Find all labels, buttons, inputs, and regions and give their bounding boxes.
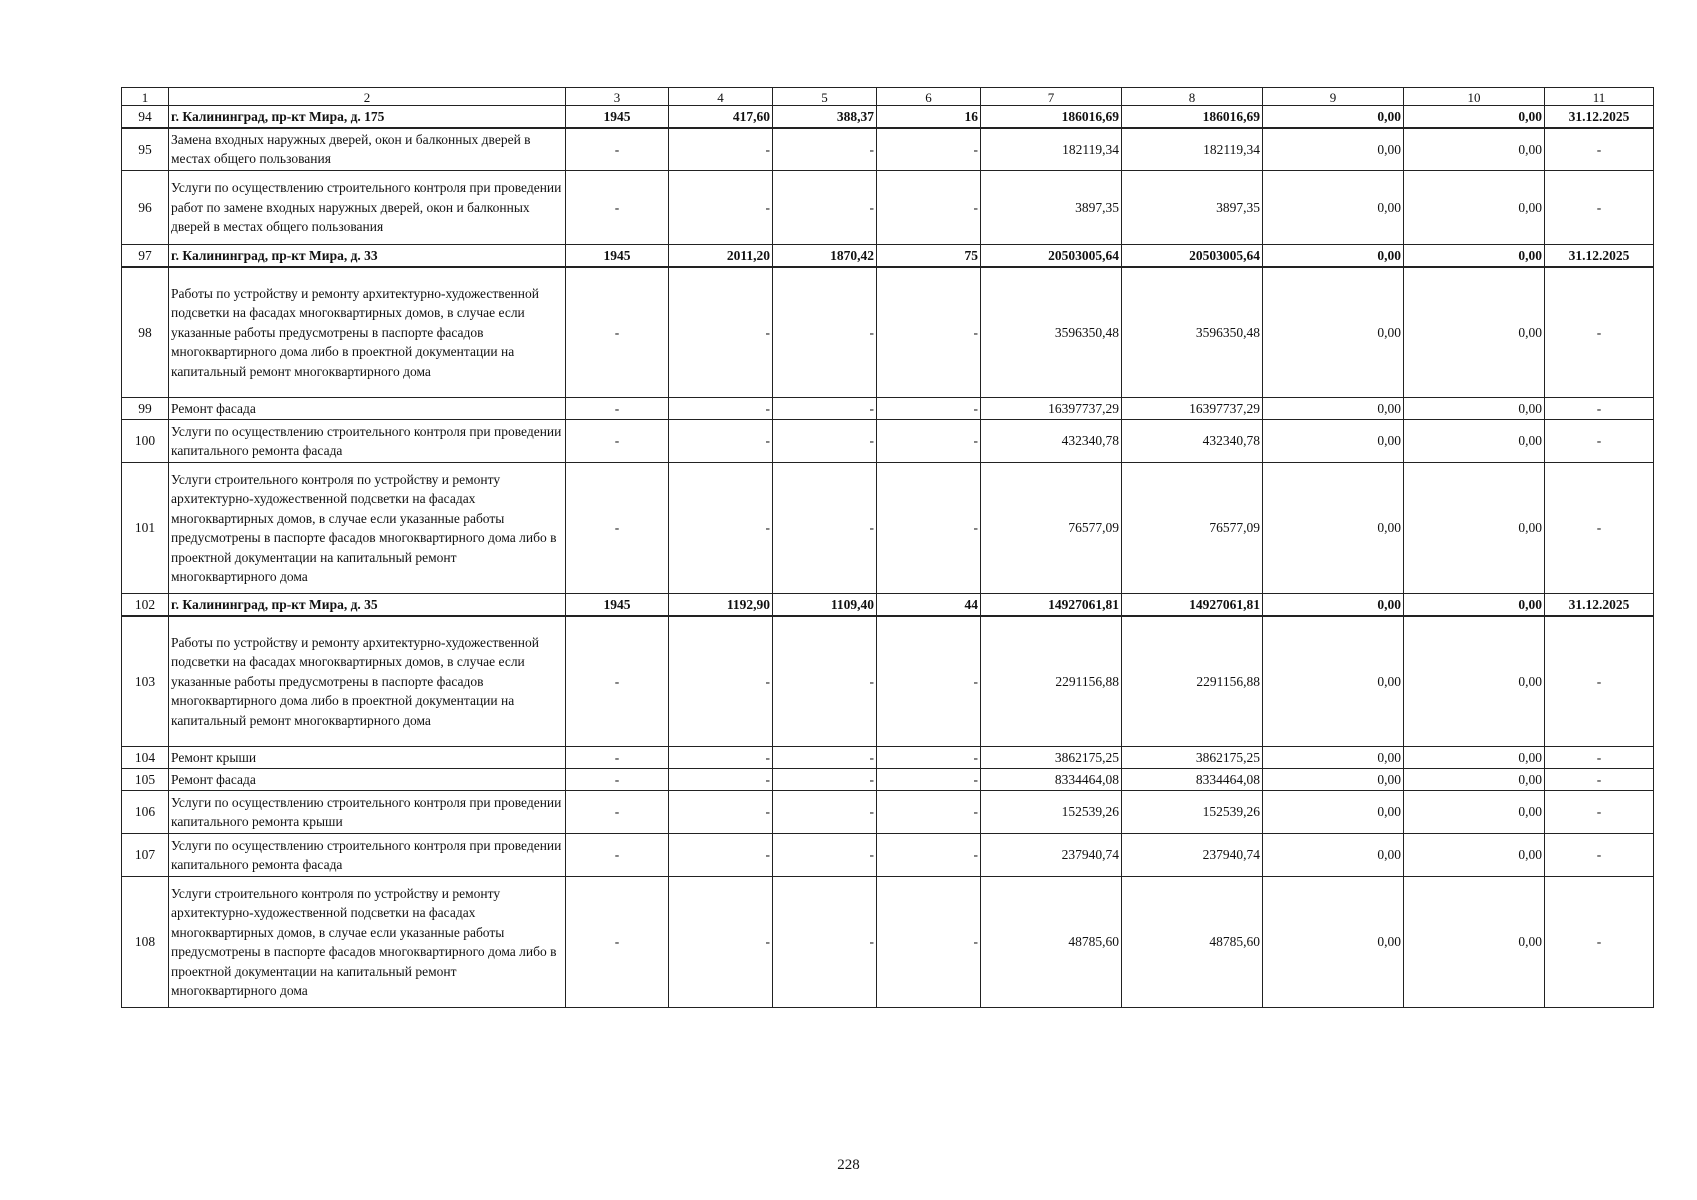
header-cell: 5 <box>773 88 877 106</box>
col7-value: 20503005,64 <box>981 245 1122 267</box>
col7-value: 432340,78 <box>981 420 1122 463</box>
col8-value: 16397737,29 <box>1122 398 1263 420</box>
col9-value: 0,00 <box>1263 267 1404 398</box>
table-row <box>122 769 1654 791</box>
col4-value: 1192,90 <box>669 594 773 616</box>
col8-value: 14927061,81 <box>1122 594 1263 616</box>
col11-value: - <box>1545 128 1654 171</box>
table-row <box>122 463 1654 594</box>
row-number: 105 <box>122 769 169 791</box>
col8-value: 20503005,64 <box>1122 245 1263 267</box>
col8-value: 186016,69 <box>1122 106 1263 128</box>
work-name: г. Калининград, пр-кт Мира, д. 33 <box>169 245 566 267</box>
table-row <box>122 791 1654 834</box>
col7-value: 16397737,29 <box>981 398 1122 420</box>
col7-value: 8334464,08 <box>981 769 1122 791</box>
header-cell: 7 <box>981 88 1122 106</box>
col8-value: 48785,60 <box>1122 877 1263 1008</box>
col4-value: - <box>669 747 773 769</box>
row-number: 102 <box>122 594 169 616</box>
col9-value: 0,00 <box>1263 420 1404 463</box>
col6-value: - <box>877 128 981 171</box>
col5-value: 1870,42 <box>773 245 877 267</box>
col10-value: 0,00 <box>1404 463 1545 594</box>
col8-value: 152539,26 <box>1122 791 1263 834</box>
col3-value: - <box>566 171 669 245</box>
row-number: 106 <box>122 791 169 834</box>
col7-value: 76577,09 <box>981 463 1122 594</box>
col9-value: 0,00 <box>1263 594 1404 616</box>
col6-value: - <box>877 877 981 1008</box>
col5-value: - <box>773 420 877 463</box>
work-name: Работы по устройству и ремонту архитектурно-художественной подсветки на фасадах многоквартирных домов, в случае если указанные работы предусмотрены в паспорте фасадов многоквартирного дома либо в проектной документации на капитальный ремонт многоквартирного дома <box>169 267 566 398</box>
col4-value: 417,60 <box>669 106 773 128</box>
col3-value: 1945 <box>566 594 669 616</box>
row-number: 107 <box>122 834 169 877</box>
row-number: 101 <box>122 463 169 594</box>
col4-value: - <box>669 616 773 747</box>
work-name: Услуги по осуществлению строительного контроля при проведении капитального ремонта крыши <box>169 791 566 834</box>
col7-value: 14927061,81 <box>981 594 1122 616</box>
col3-value: 1945 <box>566 245 669 267</box>
col6-value: - <box>877 420 981 463</box>
col11-value: - <box>1545 267 1654 398</box>
work-name: г. Калининград, пр-кт Мира, д. 175 <box>169 106 566 128</box>
work-name: Ремонт фасада <box>169 769 566 791</box>
col5-value: - <box>773 171 877 245</box>
col10-value: 0,00 <box>1404 420 1545 463</box>
col11-value: - <box>1545 463 1654 594</box>
col4-value: - <box>669 420 773 463</box>
col3-value: 1945 <box>566 106 669 128</box>
work-name: Работы по устройству и ремонту архитектурно-художественной подсветки на фасадах многоквартирных домов, в случае если указанные работы предусмотрены в паспорте фасадов многоквартирного дома либо в проектной документации на капитальный ремонт многоквартирного дома <box>169 616 566 747</box>
row-number: 103 <box>122 616 169 747</box>
col10-value: 0,00 <box>1404 128 1545 171</box>
col8-value: 432340,78 <box>1122 420 1263 463</box>
row-number: 94 <box>122 106 169 128</box>
col11-value: - <box>1545 171 1654 245</box>
row-number: 96 <box>122 171 169 245</box>
col10-value: 0,00 <box>1404 398 1545 420</box>
col3-value: - <box>566 398 669 420</box>
col4-value: - <box>669 398 773 420</box>
header-cell: 9 <box>1263 88 1404 106</box>
col8-value: 8334464,08 <box>1122 769 1263 791</box>
col5-value: - <box>773 791 877 834</box>
col5-value: - <box>773 877 877 1008</box>
col4-value: - <box>669 791 773 834</box>
col6-value: - <box>877 616 981 747</box>
col11-value: - <box>1545 769 1654 791</box>
col5-value: 388,37 <box>773 106 877 128</box>
row-number: 97 <box>122 245 169 267</box>
col5-value: - <box>773 398 877 420</box>
col10-value: 0,00 <box>1404 245 1545 267</box>
col9-value: 0,00 <box>1263 398 1404 420</box>
row-number: 99 <box>122 398 169 420</box>
col4-value: - <box>669 877 773 1008</box>
col11-value: 31.12.2025 <box>1545 594 1654 616</box>
col7-value: 3862175,25 <box>981 747 1122 769</box>
col8-value: 3897,35 <box>1122 171 1263 245</box>
col11-value: - <box>1545 747 1654 769</box>
table-row <box>122 245 1654 267</box>
col10-value: 0,00 <box>1404 616 1545 747</box>
col10-value: 0,00 <box>1404 594 1545 616</box>
col8-value: 3862175,25 <box>1122 747 1263 769</box>
col7-value: 2291156,88 <box>981 616 1122 747</box>
col4-value: - <box>669 463 773 594</box>
col11-value: - <box>1545 616 1654 747</box>
col6-value: - <box>877 834 981 877</box>
col9-value: 0,00 <box>1263 463 1404 594</box>
col7-value: 186016,69 <box>981 106 1122 128</box>
col5-value: - <box>773 463 877 594</box>
col11-value: - <box>1545 834 1654 877</box>
col4-value: - <box>669 267 773 398</box>
col5-value: - <box>773 616 877 747</box>
col5-value: - <box>773 747 877 769</box>
header-cell: 4 <box>669 88 773 106</box>
col6-value: - <box>877 791 981 834</box>
col7-value: 152539,26 <box>981 791 1122 834</box>
header-cell: 3 <box>566 88 669 106</box>
row-number: 100 <box>122 420 169 463</box>
header-cell: 1 <box>122 88 169 106</box>
col3-value: - <box>566 463 669 594</box>
header-cell: 10 <box>1404 88 1545 106</box>
col3-value: - <box>566 769 669 791</box>
col10-value: 0,00 <box>1404 267 1545 398</box>
header-cell: 6 <box>877 88 981 106</box>
col7-value: 237940,74 <box>981 834 1122 877</box>
table-row <box>122 616 1654 747</box>
col6-value: 75 <box>877 245 981 267</box>
col3-value: - <box>566 747 669 769</box>
col6-value: - <box>877 463 981 594</box>
work-name: г. Калининград, пр-кт Мира, д. 35 <box>169 594 566 616</box>
col4-value: - <box>669 834 773 877</box>
column-number-row <box>122 88 1654 106</box>
col3-value: - <box>566 128 669 171</box>
work-name: Услуги по осуществлению строительного контроля при проведении капитального ремонта фасада <box>169 420 566 463</box>
header-cell: 8 <box>1122 88 1263 106</box>
work-name: Замена входных наружных дверей, окон и балконных дверей в местах общего пользования <box>169 128 566 171</box>
col10-value: 0,00 <box>1404 769 1545 791</box>
col6-value: - <box>877 267 981 398</box>
col8-value: 3596350,48 <box>1122 267 1263 398</box>
col6-value: 44 <box>877 594 981 616</box>
col9-value: 0,00 <box>1263 616 1404 747</box>
col10-value: 0,00 <box>1404 877 1545 1008</box>
col8-value: 182119,34 <box>1122 128 1263 171</box>
header-cell: 2 <box>169 88 566 106</box>
row-number: 95 <box>122 128 169 171</box>
row-number: 98 <box>122 267 169 398</box>
col9-value: 0,00 <box>1263 769 1404 791</box>
col5-value: - <box>773 267 877 398</box>
col6-value: - <box>877 769 981 791</box>
col9-value: 0,00 <box>1263 128 1404 171</box>
col6-value: 16 <box>877 106 981 128</box>
table-row <box>122 594 1654 616</box>
work-name: Услуги строительного контроля по устройству и ремонту архитектурно-художественной подсветки на фасадах многоквартирных домов, в случае если указанные работы предусмотрены в паспорте фасадов многоквартирного дома либо в проектной документации на капитальный ремонт многоквартирного дома <box>169 463 566 594</box>
row-number: 104 <box>122 747 169 769</box>
page-number: 228 <box>837 1157 860 1173</box>
col4-value: - <box>669 128 773 171</box>
col6-value: - <box>877 747 981 769</box>
col3-value: - <box>566 791 669 834</box>
col7-value: 48785,60 <box>981 877 1122 1008</box>
col3-value: - <box>566 877 669 1008</box>
col5-value: 1109,40 <box>773 594 877 616</box>
col11-value: - <box>1545 791 1654 834</box>
table-row <box>122 877 1654 1008</box>
table-row <box>122 106 1654 128</box>
col7-value: 3897,35 <box>981 171 1122 245</box>
work-name: Услуги по осуществлению строительного контроля при проведении работ по замене входных наружных дверей, окон и балконных дверей в местах общего пользования <box>169 171 566 245</box>
col10-value: 0,00 <box>1404 747 1545 769</box>
col10-value: 0,00 <box>1404 171 1545 245</box>
col10-value: 0,00 <box>1404 106 1545 128</box>
row-number: 108 <box>122 877 169 1008</box>
col5-value: - <box>773 769 877 791</box>
col6-value: - <box>877 171 981 245</box>
col7-value: 3596350,48 <box>981 267 1122 398</box>
col4-value: 2011,20 <box>669 245 773 267</box>
col9-value: 0,00 <box>1263 791 1404 834</box>
col10-value: 0,00 <box>1404 834 1545 877</box>
col5-value: - <box>773 834 877 877</box>
col3-value: - <box>566 834 669 877</box>
table-row <box>122 747 1654 769</box>
table-row <box>122 834 1654 877</box>
col11-value: 31.12.2025 <box>1545 106 1654 128</box>
col8-value: 76577,09 <box>1122 463 1263 594</box>
header-cell: 11 <box>1545 88 1654 106</box>
col7-value: 182119,34 <box>981 128 1122 171</box>
col10-value: 0,00 <box>1404 791 1545 834</box>
work-name: Ремонт фасада <box>169 398 566 420</box>
col8-value: 237940,74 <box>1122 834 1263 877</box>
table-row <box>122 267 1654 398</box>
col9-value: 0,00 <box>1263 106 1404 128</box>
col11-value: - <box>1545 398 1654 420</box>
col6-value: - <box>877 398 981 420</box>
table-row <box>122 171 1654 245</box>
col8-value: 2291156,88 <box>1122 616 1263 747</box>
col11-value: - <box>1545 877 1654 1008</box>
col9-value: 0,00 <box>1263 747 1404 769</box>
table-row <box>122 128 1654 171</box>
table-row <box>122 398 1654 420</box>
col9-value: 0,00 <box>1263 171 1404 245</box>
col3-value: - <box>566 267 669 398</box>
col9-value: 0,00 <box>1263 877 1404 1008</box>
work-name: Услуги по осуществлению строительного контроля при проведении капитального ремонта фасада <box>169 834 566 877</box>
work-name: Ремонт крыши <box>169 747 566 769</box>
col5-value: - <box>773 128 877 171</box>
col11-value: - <box>1545 420 1654 463</box>
col3-value: - <box>566 616 669 747</box>
col11-value: 31.12.2025 <box>1545 245 1654 267</box>
table-row <box>122 420 1654 463</box>
col9-value: 0,00 <box>1263 245 1404 267</box>
work-name: Услуги строительного контроля по устройству и ремонту архитектурно-художественной подсветки на фасадах многоквартирных домов, в случае если указанные работы предусмотрены в паспорте фасадов многоквартирного дома либо в проектной документации на капитальный ремонт многоквартирного дома <box>169 877 566 1008</box>
col4-value: - <box>669 171 773 245</box>
col3-value: - <box>566 420 669 463</box>
works-table <box>121 87 1654 1008</box>
col9-value: 0,00 <box>1263 834 1404 877</box>
col4-value: - <box>669 769 773 791</box>
